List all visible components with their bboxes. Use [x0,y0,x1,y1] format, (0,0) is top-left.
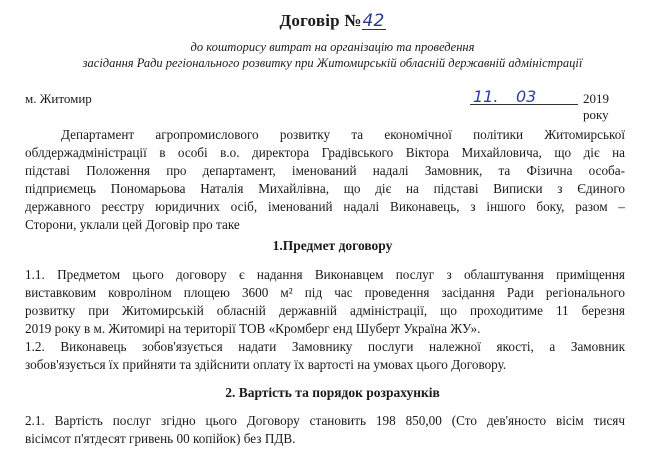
intro-line: підприємець Пономарьова Наталія Михайлівна, що діє на підставі Виписки з Єдиного [25,181,625,196]
clause-line: 2.1. Вартість послуг згідно цього Договору становить 198 850,00 (Сто дев'яносто вісім тисяч [25,413,625,428]
handwritten-contract-number: 42 [362,11,385,31]
clause-1-2 [25,338,625,374]
city: м. Житомир [25,91,92,106]
subtitle-line-2: засідання Ради регіонального розвитку при Житомирській обласній державній адміністрації [82,56,583,70]
date-year: 2019 року [583,91,609,122]
intro-line: підставі Положення про департамент, іменований надалі Замовник, та Фізична особа- [25,163,625,178]
clause-line: 2019 року в м. Житомирі на території ТОВ «Кромберг енд Шуберт Україна ЖУ». [25,321,481,336]
clause-line: вісімсот п'ятдесят гривень 00 копійок) без ПДВ. [25,431,296,446]
clause-line: зобов'язується їх прийняти та здійснити оплату їх вартості на умовах цього Договору. [25,357,507,372]
clause-1-1 [25,266,625,338]
clause-line: виставковим ковроліном площею 3600 м² під час проведення засідання Ради регіонального [25,285,625,300]
intro-line: Сторони, уклали цей Договір про таке [25,217,240,232]
date-underline [470,104,578,105]
clause-line: 1.1. Предметом цього договору є надання Виконавцем послуг з облаштування приміщення [25,267,625,282]
clause-line: 1.2. Виконавець зобов'язується надати Замовнику послуги належної якості, а Замовник [25,339,625,354]
contract-title [0,11,665,31]
intro-paragraph [25,126,625,234]
clause-line: розвитку при Житомирській обласній державній адміністрації, що проходитиме 11 березня [25,303,625,318]
clause-2-1 [25,412,625,448]
intro-line: облдержадміністрації в особі в.о. директора Градівського Віктора Михайловича, що діє на [25,145,625,160]
intro-line: Департамент агропромислового розвитку та економічної політики Житомирської [61,127,625,142]
section-2-heading: 2. Вартість та порядок розрахунків [225,385,440,400]
subtitle-line-1: до кошторису витрат на організацію та проведення [190,40,475,54]
intro-line: державного реєстру юридичних осіб, іменований надалі Виконавець, з іншого боку, разом – [25,199,625,214]
place-date-row [25,87,625,122]
title-prefix: Договір № [279,11,362,30]
handwritten-day: 11. [473,87,499,106]
section-1-heading: 1.Предмет договору [272,238,393,253]
handwritten-month: 03 [516,87,537,106]
